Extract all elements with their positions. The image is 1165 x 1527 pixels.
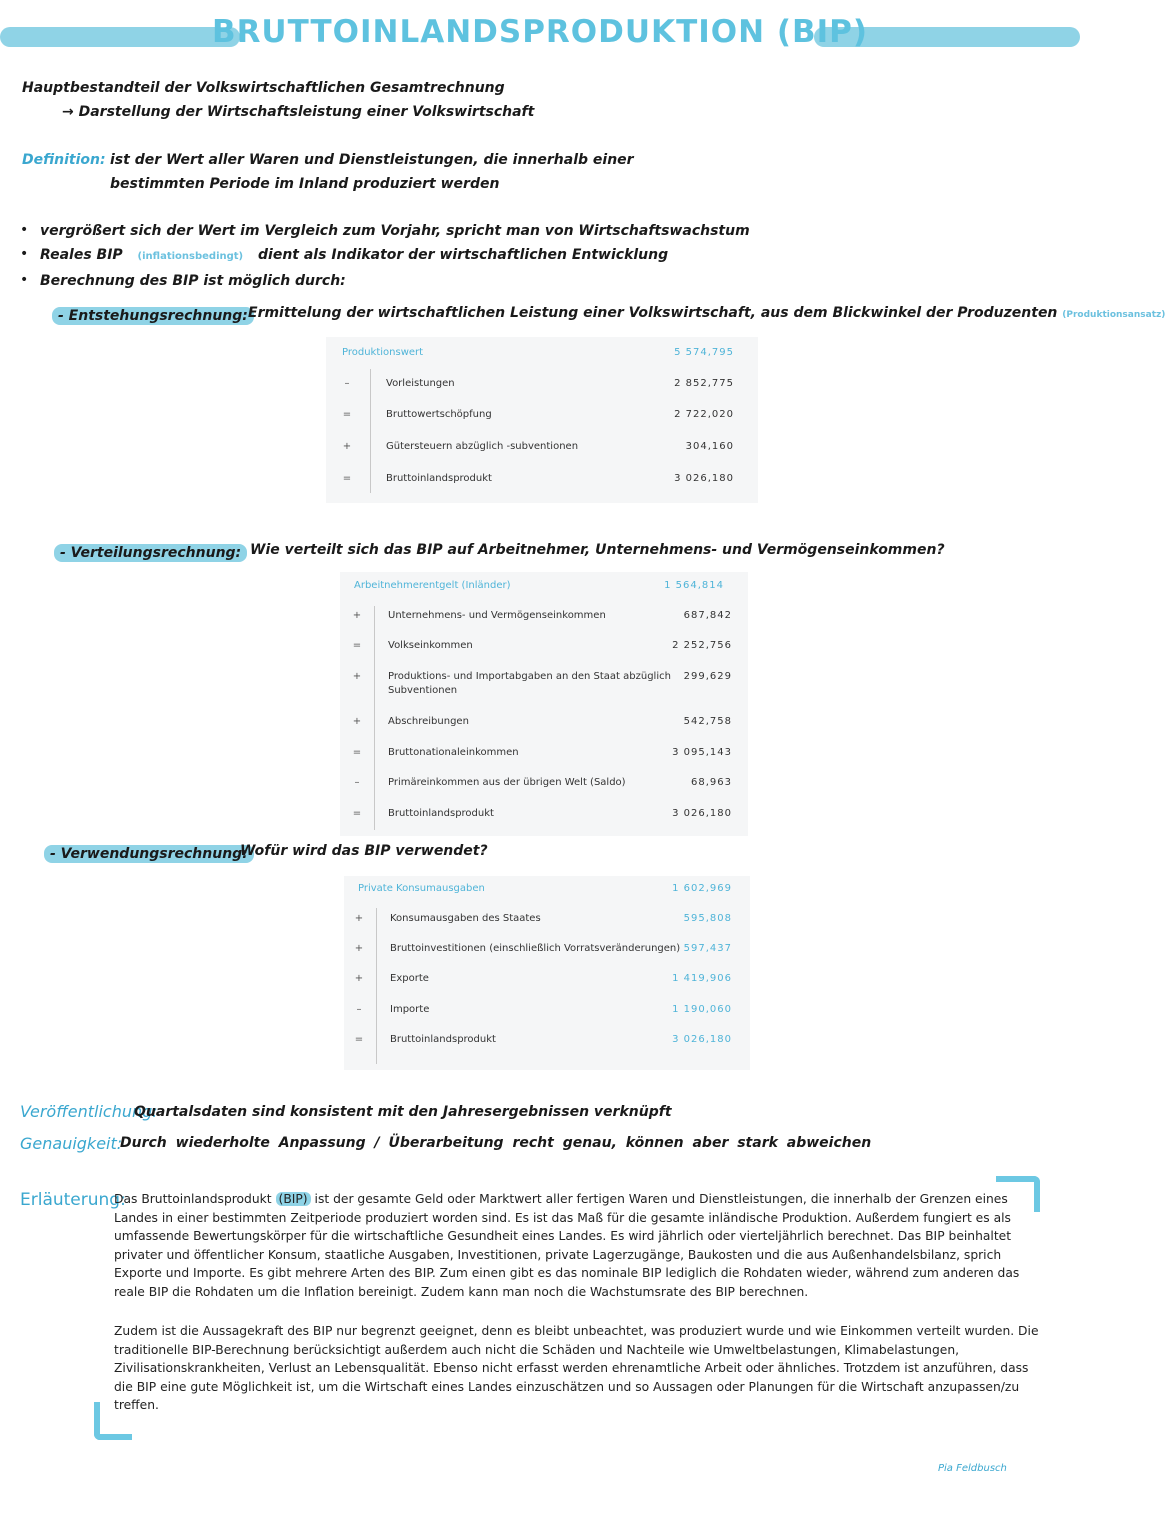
erlaeuterung-p1-highlight: (BIP)	[276, 1192, 311, 1206]
row-value: 1 419,906	[672, 973, 732, 984]
entstehung-note: (Produktionsansatz)	[1062, 310, 1165, 320]
table-head-label: Produktionswert	[342, 347, 424, 358]
genauigkeit-label: Genauigkeit:	[20, 1134, 123, 1153]
row-op: +	[352, 610, 362, 621]
bullet-2	[40, 247, 668, 263]
row-value: 1 190,060	[672, 1004, 732, 1015]
row-label: Bruttoinlandsprodukt	[386, 473, 492, 484]
row-label: Bruttowertschöpfung	[386, 409, 492, 420]
row-label: Bruttoinlandsprodukt	[390, 1034, 496, 1045]
table-head-value: 1 602,969	[672, 883, 732, 894]
table-head-label: Private Konsumausgaben	[358, 883, 485, 894]
entstehung-desc: Ermittelung der wirtschaftlichen Leistung einer Volkswirtschaft, aus dem Blickwinkel der Produzenten	[248, 305, 1058, 321]
row-label: Volkseinkommen	[388, 640, 473, 651]
row-value: 2 252,756	[672, 640, 732, 651]
bullet-2-note: (inflationsbedingt)	[137, 251, 244, 262]
entstehung-heading	[52, 305, 254, 324]
row-value: 3 026,180	[672, 808, 732, 819]
row-op: +	[354, 943, 364, 954]
erlaeuterung-paragraph-1	[114, 1190, 1044, 1302]
bullet-3: Berechnung des BIP ist möglich durch:	[40, 273, 346, 289]
row-op: +	[352, 671, 362, 682]
table-row	[344, 973, 750, 989]
verteilung-text: Wie verteilt sich das BIP auf Arbeitnehmer, Unternehmens- und Vermögenseinkommen?	[250, 542, 945, 558]
bullet-dot: •	[20, 272, 29, 288]
row-value: 597,437	[683, 943, 732, 954]
row-value: 68,963	[691, 777, 732, 788]
definition-label: Definition:	[22, 152, 106, 168]
table-row	[340, 808, 748, 824]
table-row	[340, 747, 748, 763]
row-value: 304,160	[685, 441, 734, 452]
erlaeuterung-p1-a: Das Bruttoinlandsprodukt	[114, 1192, 272, 1206]
row-label-2: Subventionen	[388, 685, 458, 696]
table-row	[326, 378, 758, 394]
row-op: =	[352, 640, 362, 651]
verwendung-text: Wofür wird das BIP verwendet?	[240, 843, 488, 859]
bullet-dot: •	[20, 246, 29, 262]
table-row	[340, 777, 748, 793]
row-op: +	[342, 441, 352, 452]
table-row	[326, 409, 758, 425]
row-op: =	[352, 808, 362, 819]
row-op: –	[356, 1004, 362, 1015]
erlaeuterung-p1-b: ist der gesamte Geld oder Marktwert aller fertigen Waren und Dienstleistungen, die innerhalb der Grenzen eines Landes in einer bestimmten Zeitperiode produziert worden sind. Es ist das Maß für die gesamte inländische Produktion. Außerdem fungiert es als umfassende Bewertungskörper für die wirtschaftliche Gesundheit eines Landes. Es wird jährlich oder vierteljährlich berechnet. Das BIP beinhaltet privater und öffentlicher Konsum, staatliche Ausgaben, Investitionen, private Lagerzugänge, Baukosten und die aus Außenhandelsbilanz, sprich Exporte und Importe. Es gibt mehrere Arten des BIP. Zum einen gibt es das nominale BIP lediglich die Rohdaten wieder, während zum anderen das reale BIP die Rohdaten um die Inflation bereinigt. Zudem kann man noch die Wachstumsrate des BIP berechnen.	[114, 1192, 1020, 1299]
signature: Pia Feldbusch	[938, 1463, 1007, 1474]
row-label: Importe	[390, 1004, 430, 1015]
table-head-value: 1 564,814	[664, 580, 724, 591]
verwendung-label: - Verwendungsrechnung:	[44, 845, 254, 863]
erlaeuterung-paragraph-2: Zudem ist die Aussagekraft des BIP nur begrenzt geeignet, denn es bleibt unbeachtet, was produziert wurde und wie Einkommen verteilt wurden. Die traditionelle BIP-Berechnung berücksichtigt außerdem auch nicht die Schäden und Nachteile wie Umweltbelastungen, Klimabelastungen, Zivilisationskrankheiten, Verlust an Lebensqualität. Ebenso nicht erfasst werden ehrenamtliche Arbeit oder ähnliches. Trotzdem ist anzuführen, dass die BIP eine gute Möglichkeit ist, um die Wirtschaft eines Landes einzuschätzen und so Aussagen oder Planungen für die Wirtschaft anzupassen/zu treffen.	[114, 1324, 1039, 1413]
row-op: –	[344, 378, 350, 389]
row-label: Bruttoinlandsprodukt	[388, 808, 494, 819]
row-label: Primäreinkommen aus der übrigen Welt (Saldo)	[388, 777, 626, 788]
row-label: Gütersteuern abzüglich -subventionen	[386, 441, 579, 452]
row-label: Produktions- und Importabgaben an den Staat abzüglich	[388, 671, 671, 682]
row-op: +	[354, 973, 364, 984]
row-label: Exporte	[390, 973, 429, 984]
veroeffentlichung-text: Quartalsdaten sind konsistent mit den Jahresergebnissen verknüpft	[134, 1104, 672, 1120]
row-value: 3 026,180	[672, 1034, 732, 1045]
row-value: 3 095,143	[672, 747, 732, 758]
row-op: =	[352, 747, 362, 758]
bullet-1: vergrößert sich der Wert im Vergleich zum Vorjahr, spricht man von Wirtschaftswachstum	[40, 223, 750, 239]
verwendung-heading	[44, 843, 254, 862]
table-row	[326, 473, 758, 489]
row-label: Bruttonationaleinkommen	[388, 747, 519, 758]
verteilung-label: - Verteilungsrechnung:	[54, 544, 247, 562]
definition-line-2: bestimmten Periode im Inland produziert werden	[110, 176, 500, 192]
table-row	[344, 943, 750, 959]
row-value: 687,842	[683, 610, 732, 621]
table-row	[340, 610, 748, 626]
page-title: BRUTTOINLANDSPRODUKTION (BIP)	[211, 14, 869, 50]
table-row	[340, 640, 748, 656]
row-op: =	[342, 473, 352, 484]
row-value: 542,758	[683, 716, 732, 727]
row-label: Unternehmens- und Vermögenseinkommen	[388, 610, 606, 621]
row-op: +	[354, 913, 364, 924]
row-value: 3 026,180	[674, 473, 734, 484]
row-op: +	[352, 716, 362, 727]
row-label: Vorleistungen	[386, 378, 455, 389]
entstehung-text	[248, 305, 1165, 321]
verteilung-table	[340, 572, 748, 836]
bullet-2-b: dient als Indikator der wirtschaftlichen Entwicklung	[258, 247, 669, 263]
table-row	[344, 913, 750, 929]
row-label: Konsumausgaben des Staates	[390, 913, 541, 924]
intro-line-2: → Darstellung der Wirtschaftsleistung einer Volkswirtschaft	[62, 104, 535, 120]
row-label: Abschreibungen	[388, 716, 469, 727]
entstehung-table	[326, 337, 758, 503]
row-value: 299,629	[683, 671, 732, 682]
row-value: 595,808	[683, 913, 732, 924]
row-value: 2 852,775	[674, 378, 734, 389]
table-head-label: Arbeitnehmerentgelt (Inländer)	[354, 580, 511, 591]
table-row	[344, 1034, 750, 1050]
verwendung-table	[344, 876, 750, 1070]
table-row	[326, 441, 758, 457]
definition-line-1: ist der Wert aller Waren und Dienstleistungen, die innerhalb einer	[110, 152, 634, 168]
erlaeuterung-label: Erläuterung:	[20, 1190, 126, 1210]
verteilung-heading	[54, 542, 247, 561]
row-op: =	[354, 1034, 364, 1045]
row-op: –	[354, 777, 360, 788]
genauigkeit-text: Durch wiederholte Anpassung / Überarbeitung recht genau, können aber stark abweichen	[120, 1135, 872, 1151]
veroeffentlichung-label: Veröffentlichung:	[20, 1102, 158, 1121]
table-row	[340, 671, 748, 701]
row-value: 2 722,020	[674, 409, 734, 420]
intro-line-1: Hauptbestandteil der Volkswirtschaftlichen Gesamtrechnung	[22, 80, 505, 96]
bullet-dot: •	[20, 222, 29, 238]
table-head-value: 5 574,795	[674, 347, 734, 358]
row-op: =	[342, 409, 352, 420]
table-row	[344, 1004, 750, 1020]
entstehung-label: - Entstehungsrechnung:	[52, 307, 254, 325]
table-row	[340, 716, 748, 732]
row-label: Bruttoinvestitionen (einschließlich Vorratsveränderungen)	[390, 943, 681, 954]
bracket-bottom-left	[94, 1402, 132, 1440]
bullet-2-a: Reales BIP	[40, 247, 123, 263]
